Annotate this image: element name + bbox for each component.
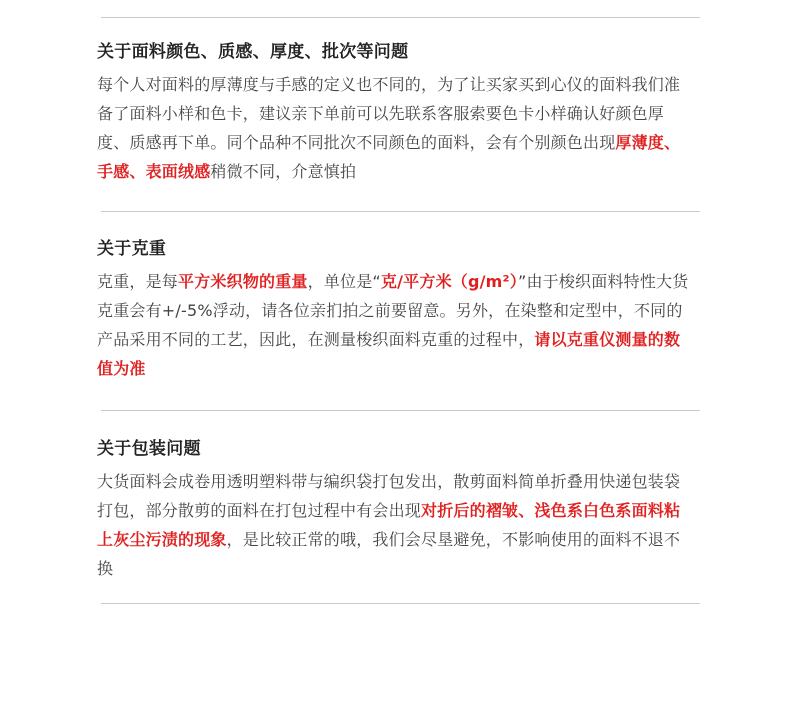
highlight-text: 克/平方米（g/m²） <box>380 272 518 291</box>
highlight-text: 厚薄度、手感、表面绒感 <box>97 133 681 181</box>
section-title-packaging: 关于包装问题 <box>97 439 201 459</box>
divider-top <box>101 17 700 18</box>
body-text: 克重，是每 <box>97 272 179 291</box>
body-text: 每个人对面料的厚薄度与手感的定义也不同的，为了让买家买到心仪的面料我们准备了面料小样和色卡，建议亲下单前可以先联系客服索要色卡小样确认好颜色厚度、质感再下单。同个品种不同批次不同颜色的面料，会有个别颜色出现 <box>97 75 681 152</box>
highlight-text: 请以克重仪测量的数值为准 <box>97 330 681 378</box>
section-packaging <box>97 437 695 583</box>
divider-bottom <box>101 603 700 604</box>
section-body-gram-weight <box>97 267 695 383</box>
section-color-quality <box>97 40 695 186</box>
divider-1 <box>101 211 700 212</box>
section-title-gram-weight: 关于克重 <box>97 239 167 259</box>
body-text: ”由于梭织面料特性大货克重会有+/-5%浮动，请各位亲扪拍之前要留意。另外，在染整和定型中，不同的产品采用不同的工艺，因此，在测量梭织面料克重的过程中， <box>97 272 689 349</box>
divider-2 <box>101 410 700 411</box>
body-text: ，是比较正常的哦，我们会尽垦避免，不影响使用的面料不退不换 <box>97 530 681 578</box>
body-text: 大货面料会成卷用透明塑料带与编织袋打包发出，散剪面料简单折叠用快递包装袋打包，部分散剪的面料在打包过程中有会出现 <box>97 472 681 520</box>
body-text: ，单位是“ <box>307 272 381 291</box>
highlight-text: 平方米织物的重量 <box>178 272 308 291</box>
section-title-color-quality: 关于面料颜色、质感、厚度、批次等问题 <box>97 42 409 62</box>
body-text: 稍微不同，介意慎拍 <box>210 162 357 181</box>
section-body-packaging <box>97 467 695 583</box>
section-body-color-quality <box>97 70 695 186</box>
section-gram-weight <box>97 237 695 383</box>
highlight-text: 对折后的褶皱、浅色系白色系面料粘上灰尘污渍的现象 <box>97 501 681 549</box>
